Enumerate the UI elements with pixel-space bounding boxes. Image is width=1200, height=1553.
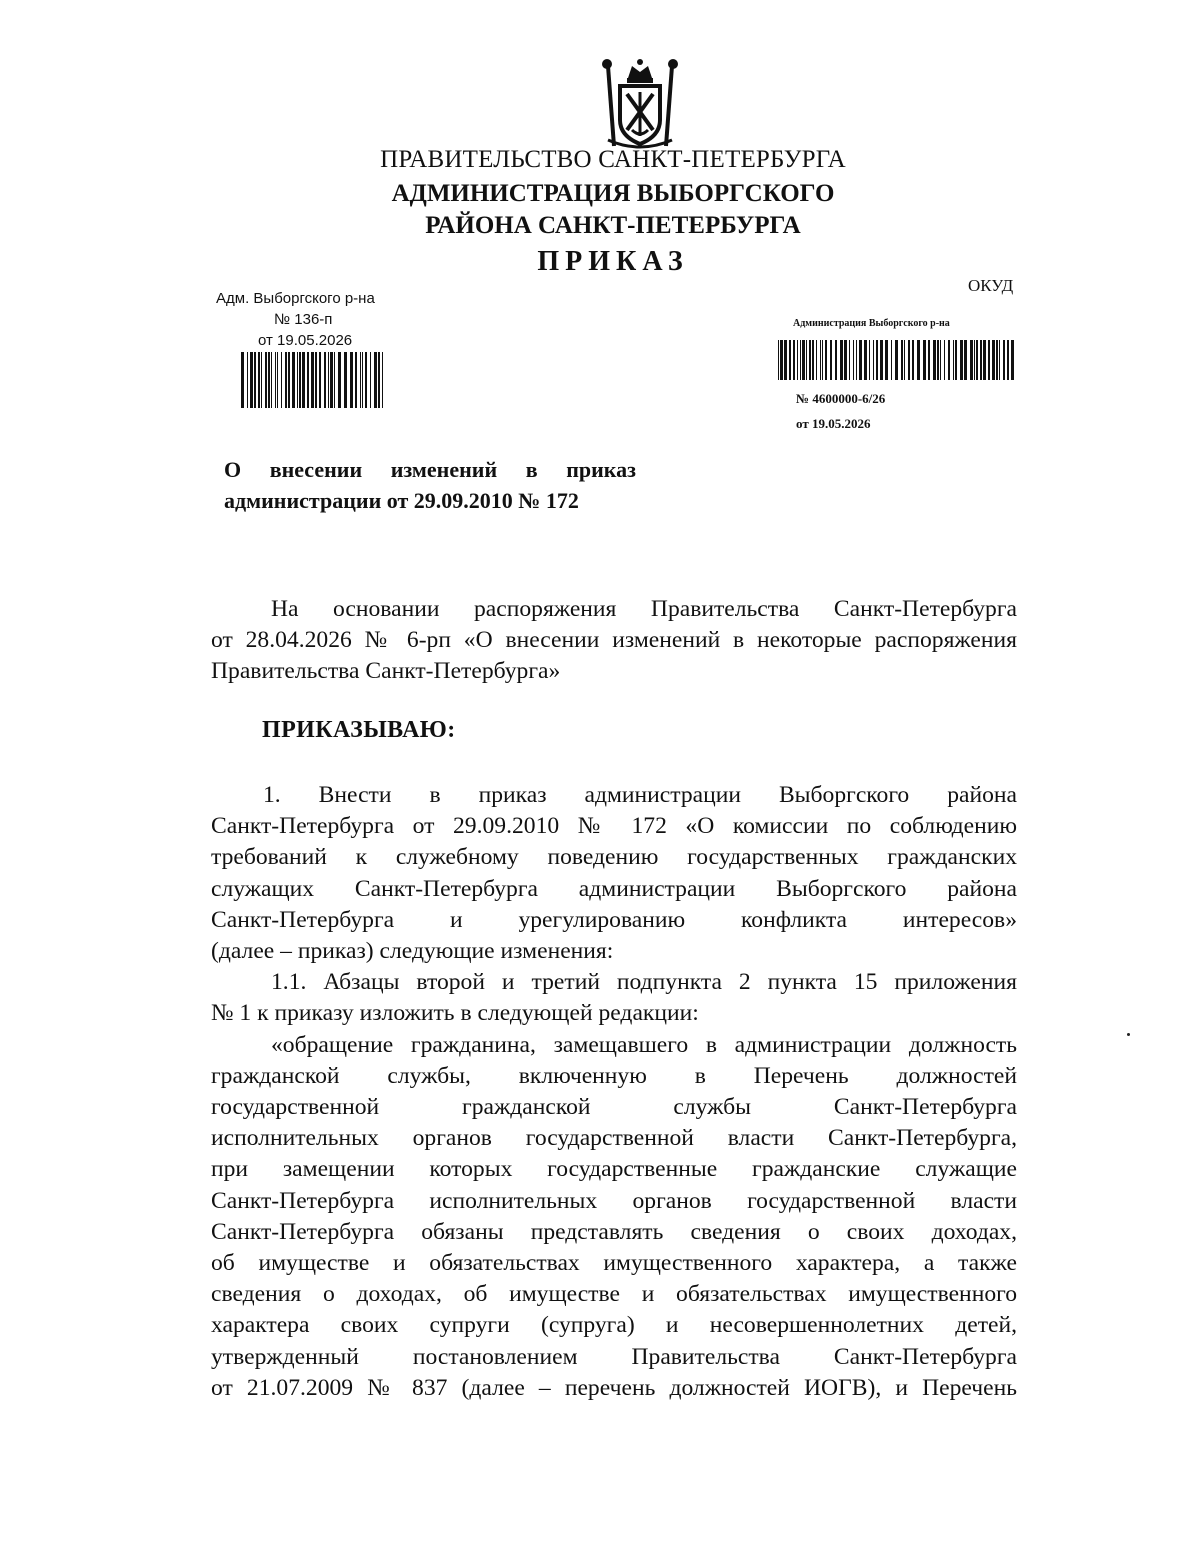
stamp-right-date: от 19.05.2026 xyxy=(796,416,871,431)
text-line: исполнительных органов государственной власти Санкт-Петербурга, xyxy=(211,1125,1017,1152)
stamp-left-date: от 19.05.2026 xyxy=(258,332,353,349)
text-line: государственной гражданской службы Санкт-Петербурга xyxy=(211,1094,1017,1121)
stamp-left-org: Адм. Выборгского р-на xyxy=(216,290,375,307)
government-heading: ПРАВИТЕЛЬСТВО САНКТ-ПЕТЕРБУРГА xyxy=(380,146,846,173)
text-line: характера своих супруги (супруга) и несовершеннолетних детей, xyxy=(211,1312,1017,1339)
document-type-heading: ПРИКАЗ xyxy=(537,246,689,277)
text-line: сведения о доходах, об имуществе и обязательствах имущественного xyxy=(211,1281,1017,1308)
text-line: «обращение гражданина, замещавшего в администрации должность xyxy=(271,1031,1017,1058)
text-line: № 1 к приказу изложить в следующей редакции: xyxy=(211,1000,699,1027)
administration-heading-line2: РАЙОНА САНКТ-ПЕТЕРБУРГА xyxy=(425,212,801,239)
barcode-left xyxy=(241,352,383,408)
document-subject xyxy=(224,454,636,516)
barcode-right xyxy=(778,340,1016,380)
order-body xyxy=(211,780,1017,1404)
text-line: На основании распоряжения Правительства Санкт-Петербурга xyxy=(271,596,1017,622)
subject-line: О внесении изменений в приказ xyxy=(224,457,636,482)
stamp-right-org: Администрация Выборгского р-на xyxy=(793,318,950,329)
text-line: при замещении которых государственные гражданские служащие xyxy=(211,1156,1017,1183)
text-line: от 21.07.2009 № 837 (далее – перечень должностей ИОГВ), и Перечень xyxy=(211,1374,1017,1401)
text-line: утвержденный постановлением Правительства Санкт-Петербурга xyxy=(211,1343,1017,1370)
text-line: (далее – приказ) следующие изменения: xyxy=(211,938,614,965)
text-line: Правительства Санкт-Петербурга» xyxy=(211,658,561,685)
text-line: Санкт-Петербурга исполнительных органов государственной власти xyxy=(211,1187,1017,1214)
text-line: 1. Внести в приказ администрации Выборгского района xyxy=(263,782,1017,808)
stamp-left-number: № 136-п xyxy=(274,311,333,328)
administration-heading-line1: АДМИНИСТРАЦИЯ ВЫБОРГСКОГО xyxy=(391,180,835,207)
text-line: об имуществе и обязательствах имущественного характера, а также xyxy=(211,1250,1017,1277)
scan-speck xyxy=(1127,1033,1130,1036)
text-line: Санкт-Петербурга и урегулированию конфликта интересов» xyxy=(211,906,1017,933)
text-line: гражданской службы, включенную в Перечень должностей xyxy=(211,1062,1017,1089)
subject-line: администрации от 29.09.2010 № 172 xyxy=(224,488,579,513)
text-line: служащих Санкт-Петербурга администрации Выборгского района xyxy=(211,875,1017,902)
text-line: Санкт-Петербурга обязаны представлять сведения о своих доходах, xyxy=(211,1218,1017,1245)
order-heading: ПРИКАЗЫВАЮ: xyxy=(262,717,456,743)
coat-of-arms-emblem xyxy=(594,56,686,152)
preamble-paragraph xyxy=(211,594,1017,688)
stamp-right-number: № 4600000-6/26 xyxy=(796,391,886,406)
text-line: требований к служебному поведению государственных гражданских xyxy=(211,844,1017,871)
okud-label: ОКУД xyxy=(968,276,1014,295)
text-line: 1.1. Абзацы второй и третий подпункта 2 пункта 15 приложения xyxy=(271,969,1017,996)
text-line: от 28.04.2026 № 6-рп «О внесении изменений в некоторые распоряжения xyxy=(211,627,1017,654)
text-line: Санкт-Петербурга от 29.09.2010 № 172 «О комиссии по соблюдению xyxy=(211,813,1017,840)
